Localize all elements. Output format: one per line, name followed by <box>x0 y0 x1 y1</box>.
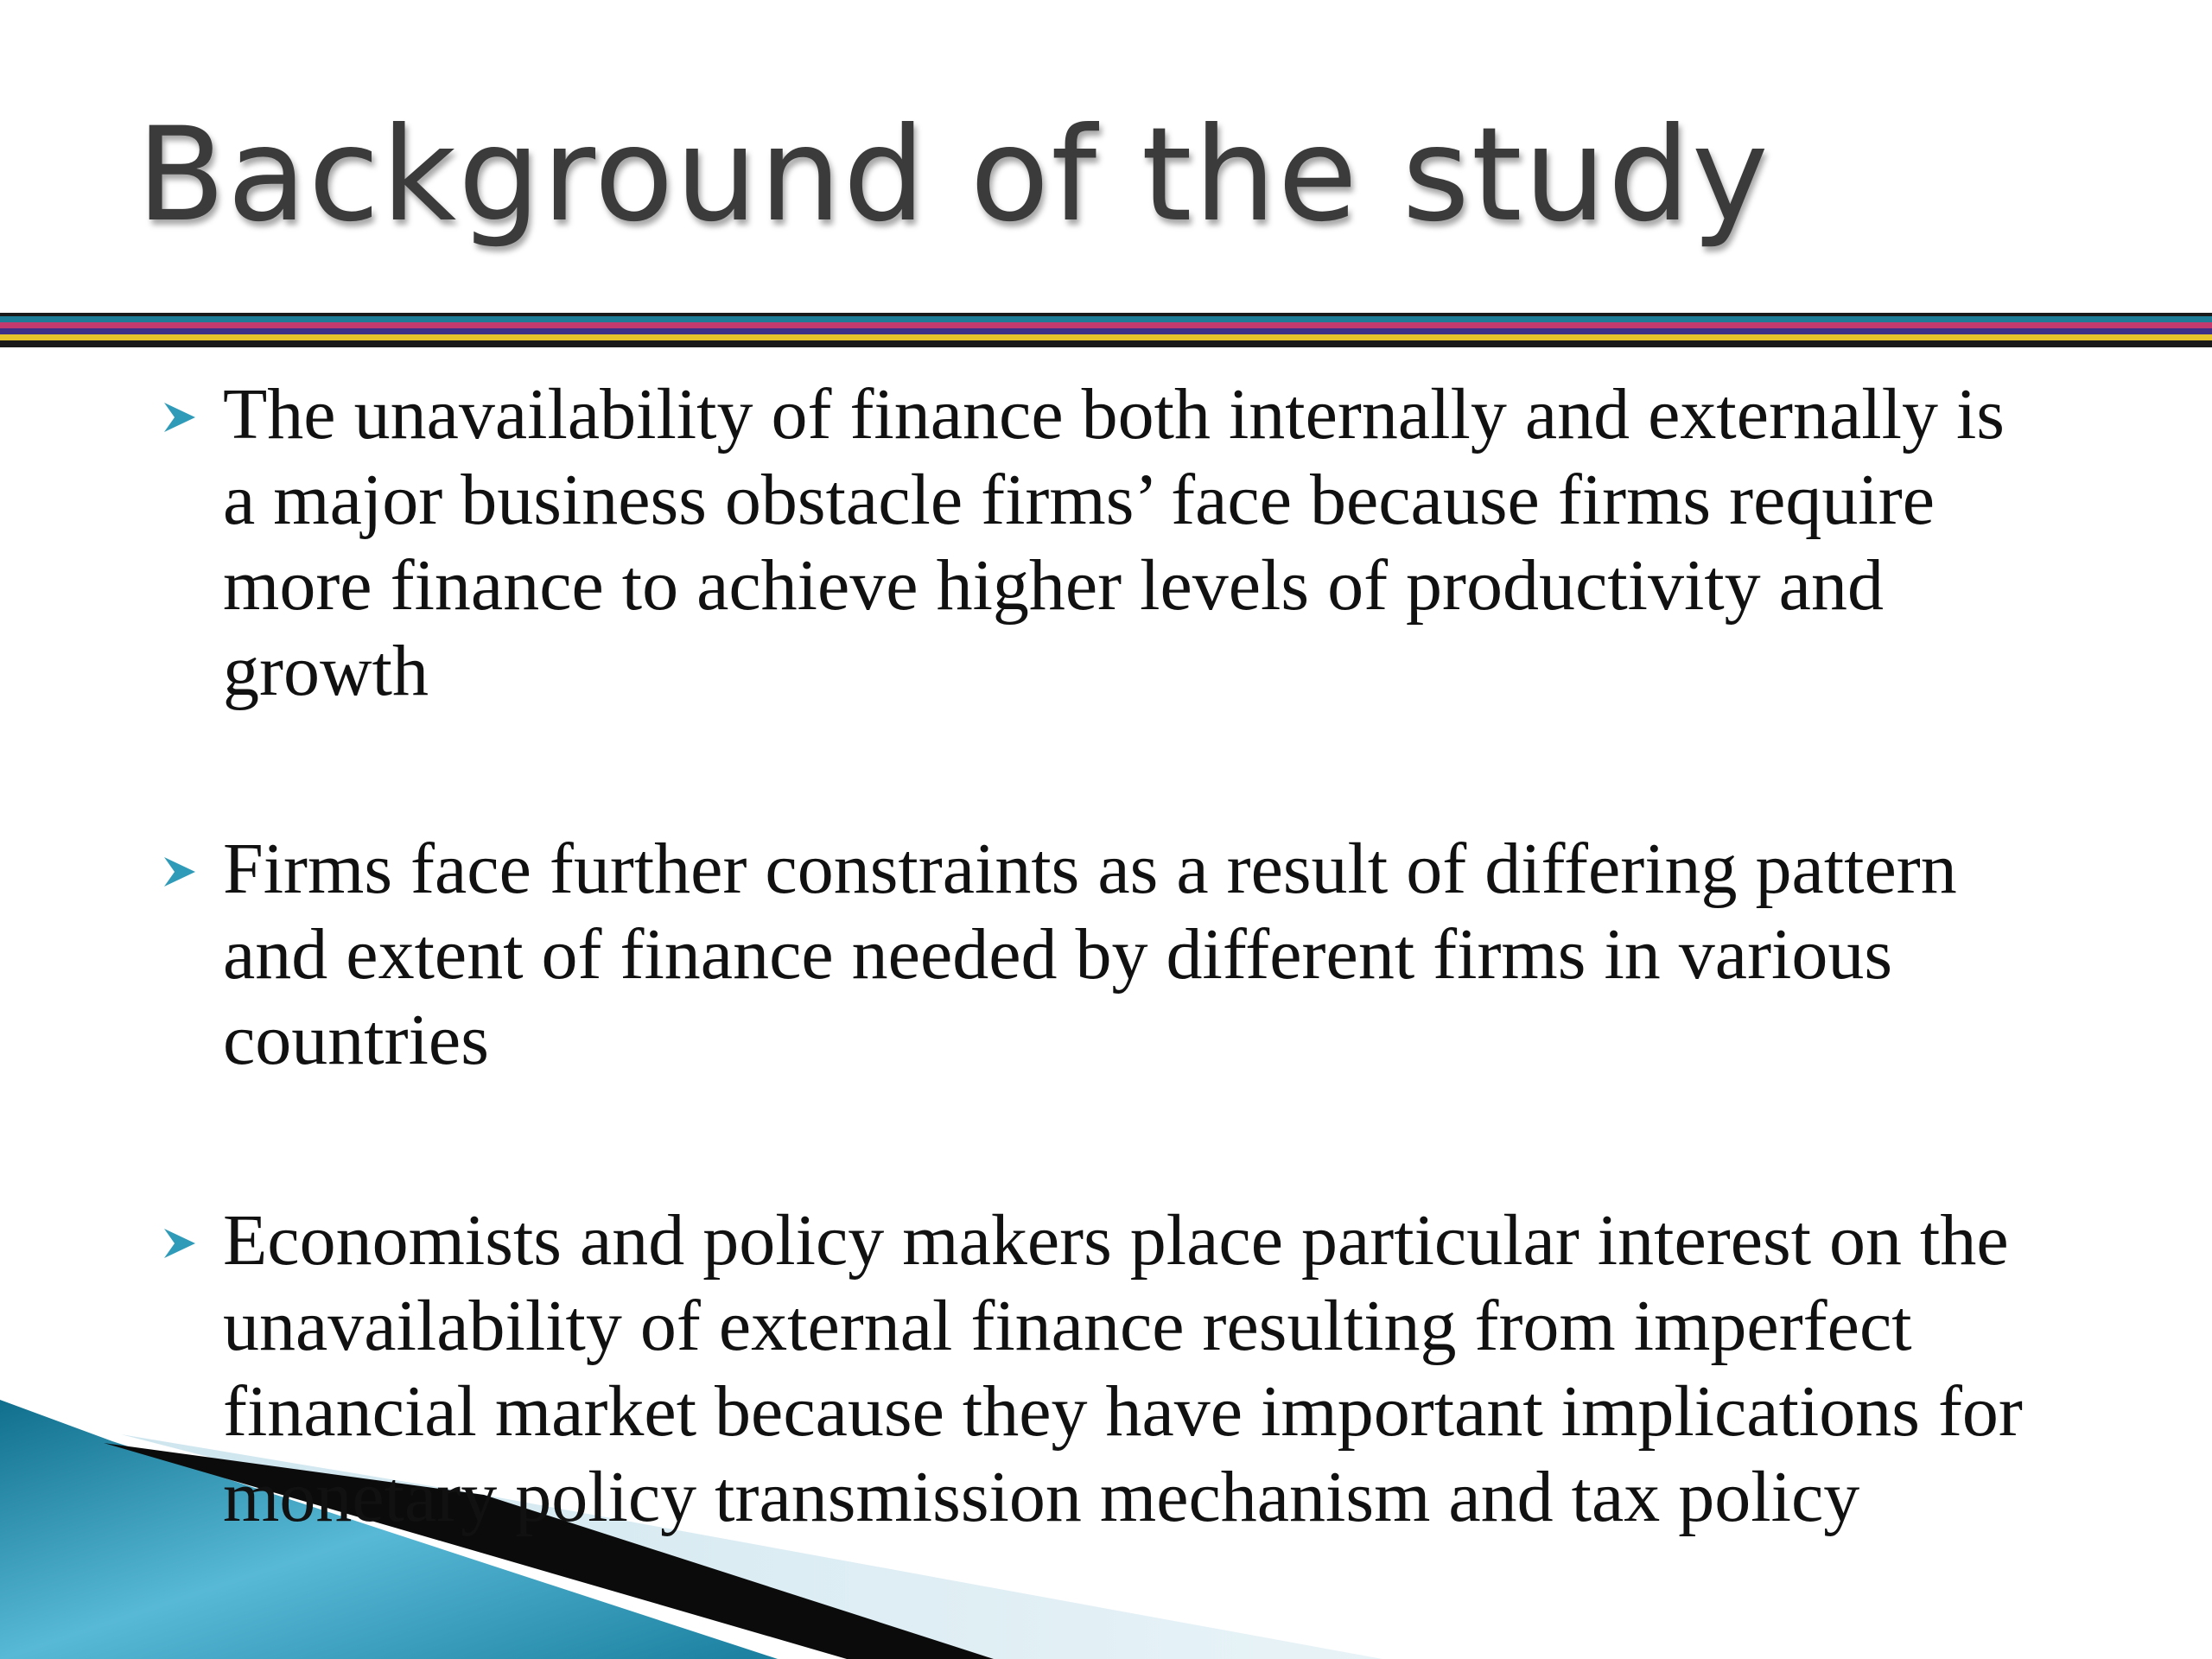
slide-title: Background of the study <box>137 100 1770 251</box>
bullet-text: Firms face further constraints as a result of differing pattern and extent of finance needed by different firms in various countries <box>223 829 1957 1080</box>
title-divider-stripes <box>0 313 2212 356</box>
bullet-text: Economists and policy makers place particular interest on the unavailability of external finance resulting from imperfect financial market because they have important implications for monetary policy transmission mechanism and tax policy <box>223 1200 2023 1537</box>
arrowhead-bullet-icon <box>162 1198 202 1284</box>
arrowhead-bullet-icon <box>162 372 202 458</box>
bullet-text: The unavailability of finance both internally and externally is a major business obstacle firms’ face because firms require more finance to achieve higher levels of productivity and growth <box>223 374 2005 711</box>
bullet-item <box>162 826 2055 1083</box>
bullet-item <box>162 1198 2055 1540</box>
bullet-item <box>162 372 2055 714</box>
arrowhead-bullet-icon <box>162 826 202 912</box>
